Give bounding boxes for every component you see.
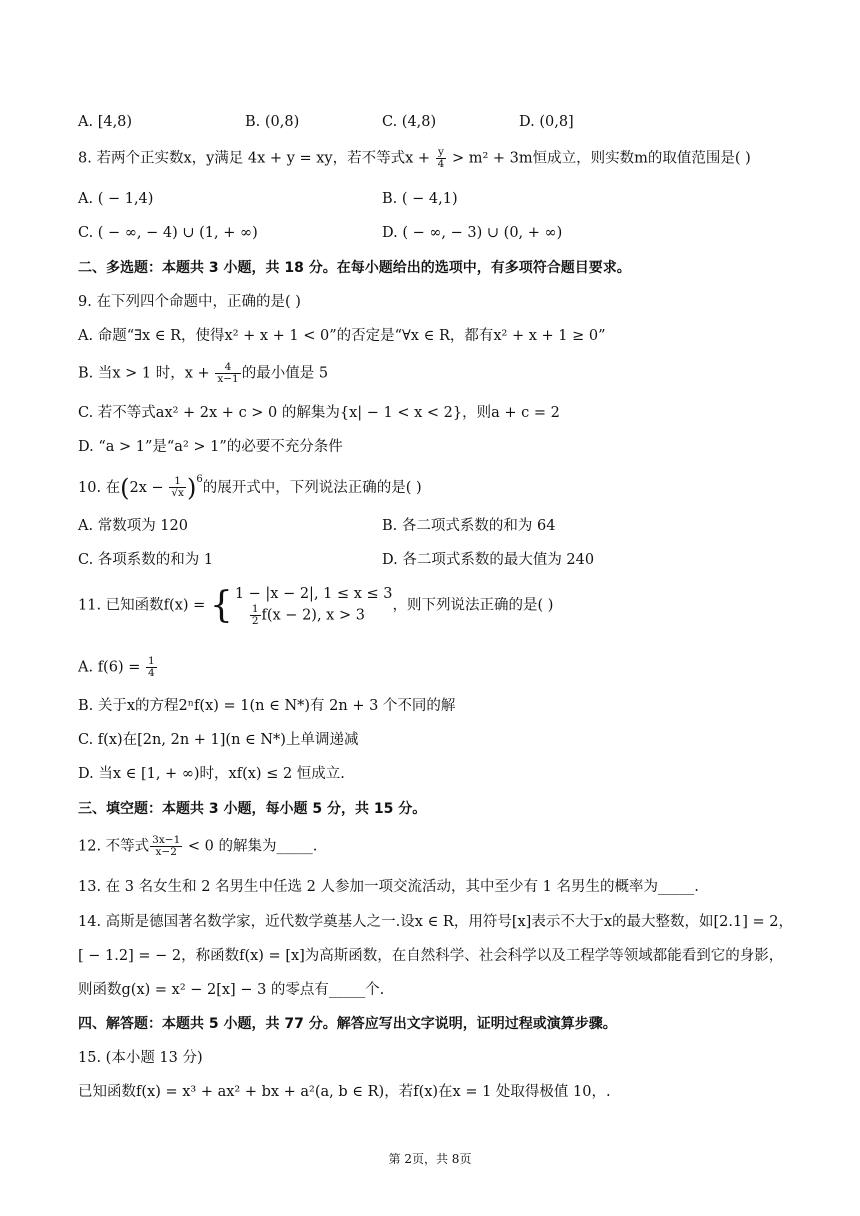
q10-frac-den: √x [171, 487, 184, 500]
q10-frac-num: 1 [169, 476, 186, 488]
q8-stem-b: > m² + 3m恒成立，则实数m的取值范围是( ) [447, 150, 751, 167]
q8-frac-den: 4 [437, 158, 445, 170]
q10-expr: 2x − [129, 479, 169, 496]
q14-line1: 14. 高斯是德国著名数学家，近代数学奠基人之一.设x ∈ R，用符号[x]表示不大于x的最大整数，如[2.1] = 2， [78, 914, 793, 930]
q9-b-pre: B. 当x > 1 时，x + [78, 365, 215, 382]
q7-option-d: D. (0,8] [519, 114, 574, 130]
q12 [78, 835, 317, 858]
q8-stem-a: 8. 若两个正实数x，y满足 4x + y = xy，若不等式x + [78, 150, 435, 167]
q11-stem [78, 584, 553, 627]
q12-fraction [150, 835, 182, 858]
q12-post: < 0 的解集为_____. [183, 838, 318, 855]
q10-stem-post: 的展开式中，下列说法正确的是( ) [202, 479, 422, 496]
q11-brace: { [209, 584, 233, 626]
q10-option-c: C. 各项系数的和为 1 [78, 552, 214, 568]
q10-stem-pre: 10. 在 [78, 479, 121, 496]
q10-fraction [169, 476, 186, 499]
q10-close-paren: ) [186, 473, 197, 502]
section2-heading: 二、多选题：本题共 3 小题，共 18 分。在每小题给出的选项中，有多项符合题目要求。 [78, 260, 631, 276]
q11-option-a [78, 656, 158, 679]
q11-option-d: D. 当x ∈ [1, + ∞)时，xf(x) ≤ 2 恒成立. [78, 766, 345, 782]
q11-option-b: B. 关于x的方程2ⁿf(x) = 1(n ∈ N*)有 2n + 3 个不同的解 [78, 698, 456, 714]
q9-b-num: 4 [215, 362, 240, 374]
q8-option-d: D. ( − ∞, − 3) ∪ (0, + ∞) [382, 225, 563, 241]
q11-case2-post: f(x − 2), x > 3 [261, 607, 365, 624]
q8-option-b: B. ( − 4,1) [382, 191, 458, 207]
q7-option-a: A. [4,8) [78, 114, 133, 130]
q11-a-den: 4 [147, 667, 155, 679]
q11-case2 [235, 604, 393, 627]
q12-num: 3x−1 [152, 834, 181, 846]
q9-option-c: C. 若不等式ax² + 2x + c > 0 的解集为{x| − 1 < x < 2}，则a + c = 2 [78, 405, 560, 421]
q10-option-b: B. 各二项式系数的和为 64 [382, 518, 556, 534]
q11-a-fraction [146, 656, 157, 679]
q11-case2-fraction [250, 604, 261, 627]
q15-title: 15. (本小题 13 分) [78, 1050, 203, 1066]
q11-option-c: C. f(x)在[2n, 2n + 1](n ∈ N*)上单调递减 [78, 732, 359, 748]
page-footer: 第 2页，共 8页 [388, 1152, 472, 1166]
q8-fraction [436, 147, 447, 170]
q8-frac-num: y [436, 147, 447, 159]
q8-option-c: C. ( − ∞, − 4) ∪ (1, + ∞) [78, 225, 258, 241]
q11-case2-den: 2 [251, 615, 259, 627]
section3-heading: 三、填空题：本题共 3 小题，每小题 5 分，共 15 分。 [78, 801, 427, 817]
q14-line3: 则函数g(x) = x² − 2[x] − 3 的零点有_____个. [78, 982, 385, 998]
q9-option-d: D. “a > 1”是“a² > 1”的必要不充分条件 [78, 439, 343, 455]
q7-option-c: C. (4,8) [382, 114, 437, 130]
q10-open-paren: ( [120, 473, 130, 502]
q15-text: 已知函数f(x) = x³ + ax² + bx + a²(a, b ∈ R)，若f(x)在x = 1 处取得极值 10，. [78, 1084, 611, 1100]
q8-stem [78, 147, 751, 170]
q10-power: 6 [196, 474, 203, 485]
section4-heading: 四、解答题：本题共 5 小题，共 77 分。解答应写出文字说明，证明过程或演算步骤。 [78, 1016, 617, 1032]
q9-b-fraction [215, 362, 240, 385]
q11-cases [235, 584, 393, 627]
q11-stem-pre: 11. 已知函数f(x) = [78, 597, 210, 614]
q9-b-den: x−1 [217, 373, 239, 385]
q10-option-a: A. 常数项为 120 [78, 518, 188, 534]
q11-a-pre: A. f(6) = [78, 659, 145, 676]
q11-stem-post: ，则下列说法正确的是( ) [392, 597, 554, 614]
q11-a-num: 1 [147, 655, 155, 667]
q12-pre: 12. 不等式 [78, 838, 150, 855]
q13: 13. 在 3 名女生和 2 名男生中任选 2 人参加一项交流活动，其中至少有 1 名男生的概率为_____. [78, 879, 699, 895]
q9-option-b [78, 362, 328, 385]
q12-den: x−2 [155, 846, 177, 858]
q7-option-b: B. (0,8) [245, 114, 300, 130]
q11-case1: 1 − |x − 2|, 1 ≤ x ≤ 3 [234, 586, 393, 602]
q11-case2-num: 1 [251, 603, 259, 615]
q8-option-a: A. ( − 1,4) [78, 191, 154, 207]
q14-line2: [ − 1.2] = − 2，称函数f(x) = [x]为高斯函数，在自然科学、社会科学以及工程学等领域都能看到它的身影， [78, 948, 784, 964]
q10-stem [78, 473, 422, 502]
q9-b-post: 的最小值是 5 [241, 365, 329, 382]
q9-option-a: A. 命题“∃x ∈ R，使得x² + x + 1 < 0”的否定是“∀x ∈ R，都有x² + x + 1 ≥ 0” [78, 328, 606, 344]
q10-option-d: D. 各二项式系数的最大值为 240 [382, 552, 595, 568]
q9-stem: 9. 在下列四个命题中，正确的是( ) [78, 294, 301, 310]
